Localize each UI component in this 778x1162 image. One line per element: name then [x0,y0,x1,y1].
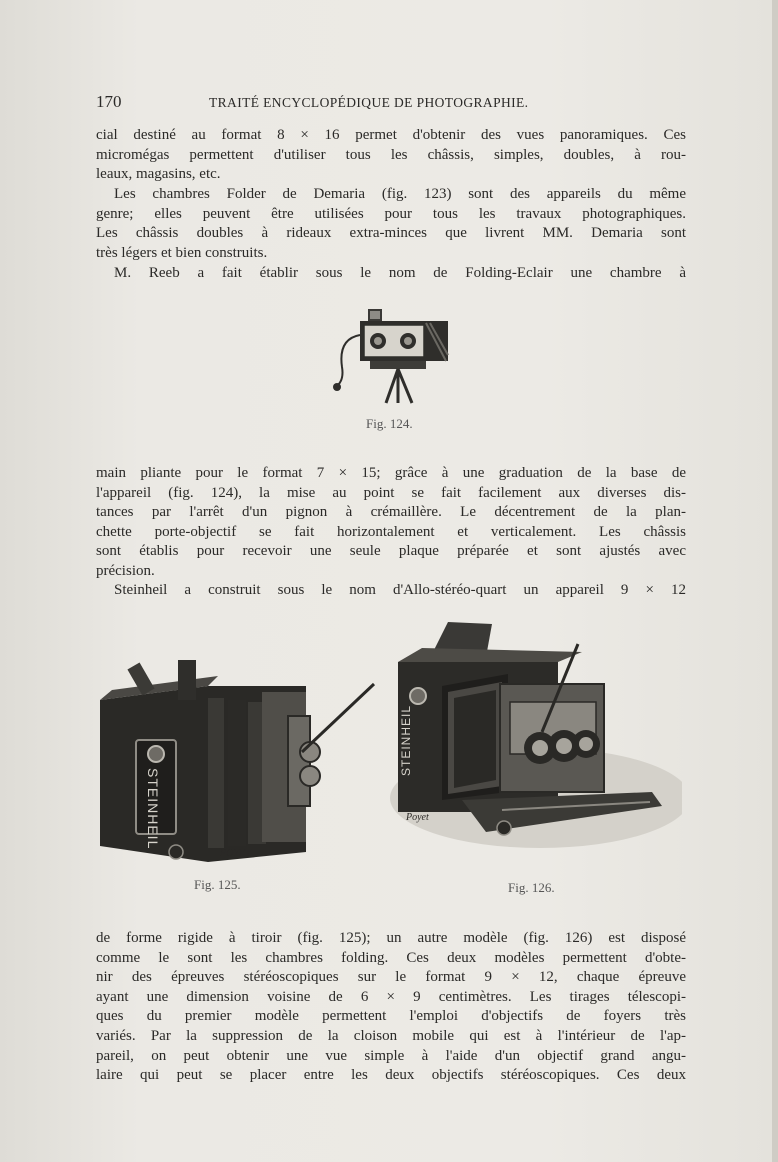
figure-126-camera-illustration [382,622,682,848]
text-line: genre; elles peuvent être utilisées pour tous les travaux photographiques. [96,205,686,222]
figure-125-caption: Fig. 125. [194,877,241,892]
engraver-signature: Poyet [406,812,429,823]
text-line: sont établis pour recevoir une seule plaque préparée et sont ajustés avec [96,543,686,560]
text-line: l'appareil (fig. 124), la mise au point se fait facilement aux diverses dis- [96,484,686,501]
text-line: chette porte-objectif se fait horizontalement et verticalement. Les châssis [96,523,686,540]
text-line: très légers et bien construits. [96,244,268,261]
text-line: Les chambres Folder de Demaria (fig. 123) sont des appareils du même [114,186,686,202]
text-line: nir des épreuves stéréoscopiques sur le format 9 × 12, chaque épreuve [96,969,686,986]
text-line: pareil, on peut obtenir une vue simple à l'aide d'un objectif grand angu- [96,1047,686,1064]
text-line: micromégas permettent d'utiliser tous les châssis, simples, doubles, à rou- [96,146,686,163]
text-line: Steinheil a construit sous le nom d'Allo-stéréo-quart un appareil 9 × 12 [114,582,686,598]
running-header [96,92,686,114]
paragraph-2 [96,185,686,263]
text-line: ques du premier modèle permettent l'emploi d'objectifs de foyers très [96,1008,686,1025]
text-line: de forme rigide à tiroir (fig. 125); un autre modèle (fig. 126) est disposé [96,930,686,946]
text-line: cial destiné au format 8 × 16 permet d'obtenir des vues panoramiques. Ces [96,127,686,143]
figure-126-caption: Fig. 126. [508,880,555,895]
text-line: laire qui peut se placer entre les deux objectifs stéréoscopiques. Ces deux [96,1067,686,1084]
paragraph-5 [96,929,686,1086]
text-line: M. Reeb a fait établir sous le nom de Folding-Eclair une chambre à [114,265,686,281]
text-line: leaux, magasins, etc. [96,166,221,183]
page-edge [772,0,778,1162]
camera-brand-label: STEINHEIL [399,704,413,776]
paragraph-1 [96,126,686,185]
page-number: 170 [96,92,122,111]
text-line: comme le sont les chambres folding. Ces deux modèles permettent d'obte- [96,949,686,966]
paragraph-4 [96,581,686,601]
paragraph-3 [96,264,686,284]
text-line: variés. Par la suppression de la cloison mobile qui est à l'intérieur de l'ap- [96,1027,686,1044]
text-line: Les châssis doubles à rideaux extra-minces que livrent MM. Demaria sont [96,225,686,242]
paragraph-3-continued [96,464,686,582]
text-line: précision. [96,562,155,579]
figure-124-caption: Fig. 124. [366,416,413,431]
text-line: tances par l'arrêt d'un pignon à crémaillère. Le décentrement de la plan- [96,504,686,521]
text-line: ayant une dimension voisine de 6 × 9 centimètres. Les tirages télescopi- [96,988,686,1005]
figure-124-camera-illustration [330,305,454,405]
camera-brand-label: STEINHEIL [145,768,161,850]
text-line: main pliante pour le format 7 × 15; grâce à une graduation de la base de [96,465,686,481]
running-title: TRAITÉ ENCYCLOPÉDIQUE DE PHOTOGRAPHIE. [209,95,529,110]
engraver-signature: POYET [220,848,251,859]
figure-125-camera-illustration [96,656,378,866]
